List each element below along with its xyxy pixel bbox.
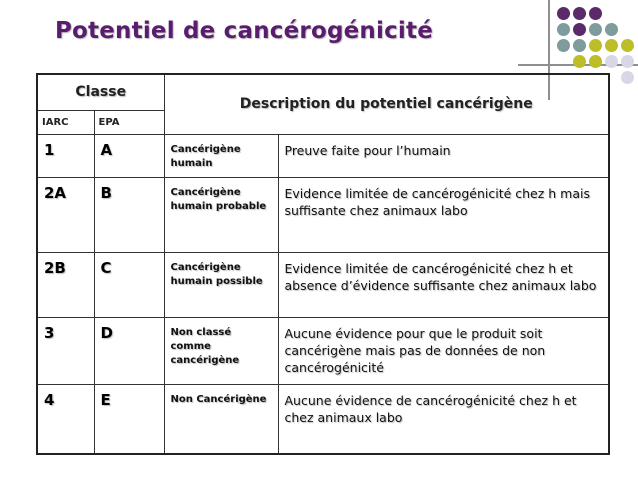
description-cell: Evidence limitée de cancérogénicité chez h et absence d’évidence suffisante chez animaux labo: [278, 252, 609, 317]
decorative-dot: [605, 23, 618, 36]
category-cell: Cancérigène humain probable: [164, 177, 278, 252]
description-cell: Evidence limitée de cancérogénicité chez h mais suffisante chez animaux labo: [278, 177, 609, 252]
table-header-row: [37, 74, 609, 110]
decorative-dot: [589, 7, 602, 20]
description-cell: Preuve faite pour l’humain: [278, 134, 609, 177]
header-epa: EPA: [94, 110, 164, 134]
decorative-dot: [621, 39, 634, 52]
decorative-dot: [573, 7, 586, 20]
description-cell: Aucune évidence de cancérogénicité chez h et chez animaux labo: [278, 384, 609, 454]
category-cell: Non classé comme cancérigène: [164, 317, 278, 384]
decorative-dot: [557, 39, 570, 52]
iarc-cell: 2B: [37, 252, 94, 317]
header-classe: Classe: [37, 74, 164, 110]
header-description: Description du potentiel cancérigène: [164, 74, 609, 134]
decorative-dot: [557, 23, 570, 36]
epa-cell: E: [94, 384, 164, 454]
decorative-dot: [573, 23, 586, 36]
iarc-cell: 3: [37, 317, 94, 384]
decorative-dot: [589, 23, 602, 36]
table-row: [37, 177, 609, 252]
epa-cell: D: [94, 317, 164, 384]
table-row: [37, 252, 609, 317]
category-cell: Non Cancérigène: [164, 384, 278, 454]
header-iarc: IARC: [37, 110, 94, 134]
iarc-cell: 2A: [37, 177, 94, 252]
decorative-dot: [573, 55, 586, 68]
epa-cell: A: [94, 134, 164, 177]
decorative-dot: [589, 39, 602, 52]
epa-cell: B: [94, 177, 164, 252]
page-title: Potentiel de cancérogénicité: [55, 18, 434, 44]
category-cell: Cancérigène humain possible: [164, 252, 278, 317]
decorative-dot: [573, 39, 586, 52]
decorative-dot: [621, 55, 634, 68]
iarc-cell: 1: [37, 134, 94, 177]
table-row: [37, 384, 609, 454]
decorative-dot: [605, 55, 618, 68]
decorative-dot: [621, 71, 634, 84]
category-cell: Cancérigène humain: [164, 134, 278, 177]
decorative-dot: [605, 39, 618, 52]
decorative-dot: [589, 55, 602, 68]
classification-table: [36, 73, 610, 455]
epa-cell: C: [94, 252, 164, 317]
table-row: [37, 317, 609, 384]
iarc-cell: 4: [37, 384, 94, 454]
decorative-dot: [557, 7, 570, 20]
description-cell: Aucune évidence pour que le produit soit cancérigène mais pas de données de non cancérogénicité: [278, 317, 609, 384]
table-row: [37, 134, 609, 177]
